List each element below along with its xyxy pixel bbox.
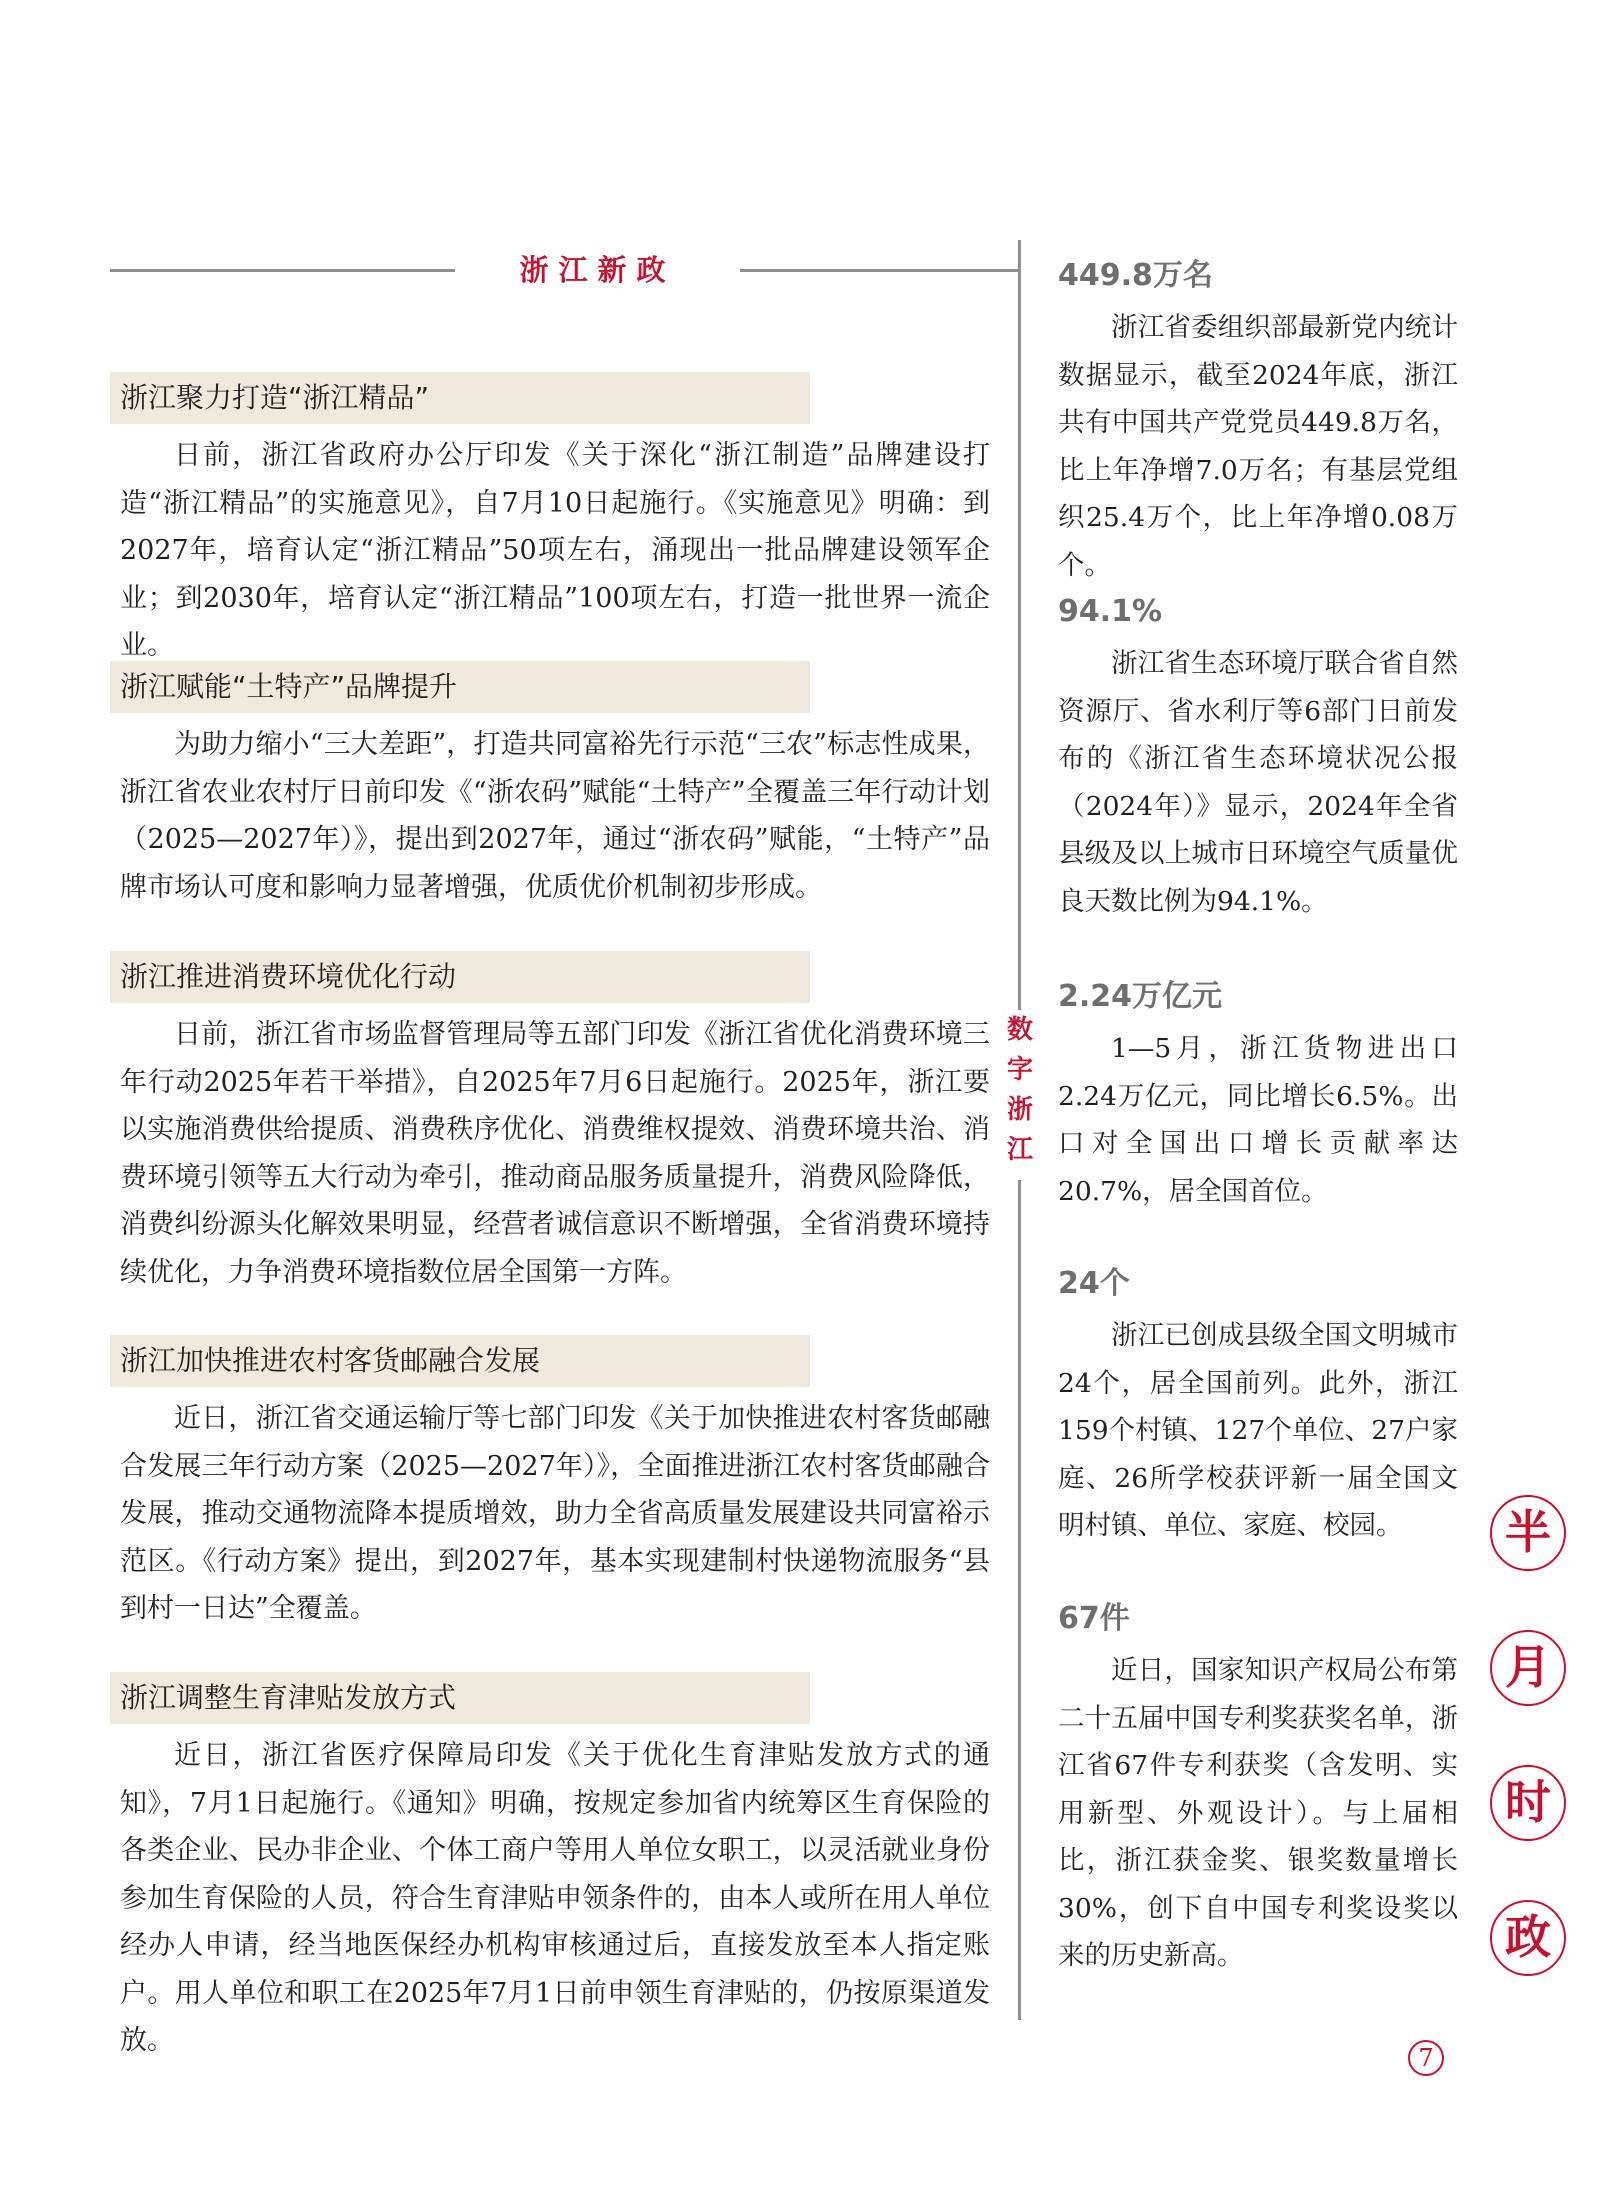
article-body: 日前，浙江省政府办公厅印发《关于深化“浙江制造”品牌建设打造“浙江精品”的实施意见》，自7月10日起施行。《实施意见》明确：到2027年，培育认定“浙江精品”50项左右，涌现出一批品牌建设领军企业；到2030年，培育认定“浙江精品”100项左右，打造一批世界一流企业。: [120, 440, 990, 661]
article-body: 为助力缩小“三大差距”，打造共同富裕先行示范“三农”标志性成果，浙江省农业农村厅日前印发《“浙农码”赋能“土特产”全覆盖三年行动计划（2025—2027年）》，提出到2027年，通过“浙农码”赋能，“土特产”品牌市场认可度和影响力显著增强，优质优价机制初步形成。: [120, 729, 990, 903]
article-local-specialties: [110, 661, 990, 911]
section-header: [110, 250, 1020, 290]
page-number: 7: [1408, 2040, 1444, 2076]
stat-body: 浙江省委组织部最新党内统计数据显示，截至2024年底，浙江共有中国共产党党员449.8万名，比上年净增7.0万名；有基层党组织25.4万个，比上年净增0.08万个。: [1058, 312, 1458, 581]
article-body: 近日，浙江省医疗保障局印发《关于优化生育津贴发放方式的通知》，7月1日起施行。《通知》明确，按规定参加省内统筹区生育保险的各类企业、民办非企业、个体工商户等用人单位女职工，以灵活就业身份参加生育保险的人员，符合生育津贴申领条件的，由本人或所在用人单位经办人申请，经当地医保经办机构审核通过后，直接发放至本人指定账户。用人单位和职工在2025年7月1日前申领生育津贴的，仍按原渠道发放。: [120, 1740, 990, 2056]
section-title: 浙江新政: [519, 253, 676, 287]
stat-body: 1—5月，浙江货物进出口2.24万亿元，同比增长6.5%。出口对全国出口增长贡献率达20.7%，居全国首位。: [1058, 1033, 1458, 1207]
stat-civilized-cities: [1058, 1262, 1458, 1550]
article-maternity-allowance: [110, 1672, 990, 2065]
stat-body: 近日，国家知识产权局公布第二十五届中国专利奖获奖名单，浙江省67件专利获奖（含发明、实用新型、外观设计）。与上届相比，浙江获金奖、银奖数量增长30%，创下自中国专利奖设奖以来的历史新高。: [1058, 1655, 1458, 1971]
stat-number: 2.24万亿元: [1058, 979, 1223, 1014]
stat-number: 94.1%: [1058, 594, 1163, 629]
article-body: 近日，浙江省交通运输厅等七部门印发《关于加快推进农村客货邮融合发展三年行动方案（2025—2027年）》，全面推进浙江农村客货邮融合发展，推动交通物流降本提质增效，助力全省高质量发展建设共同富裕示范区。《行动方案》提出，到2027年，基本实现建制村快递物流服务“县到村一日达”全覆盖。: [120, 1403, 990, 1624]
article-rural-logistics: [110, 1335, 990, 1633]
stamp-ban: 半: [1490, 1495, 1566, 1571]
article-heading: 浙江推进消费环境优化行动: [110, 951, 810, 1003]
article-brand-quality: [110, 372, 990, 670]
side-label-char: 浙: [1006, 1095, 1033, 1125]
stamp-shi: 时: [1490, 1765, 1566, 1841]
stamp-yue: 月: [1490, 1630, 1566, 1706]
article-heading: 浙江聚力打造“浙江精品”: [110, 372, 810, 424]
article-heading: 浙江赋能“土特产”品牌提升: [110, 661, 810, 713]
stat-number: 24个: [1058, 1266, 1130, 1301]
side-label-char: 江: [1006, 1135, 1033, 1165]
article-consumer-environment: [110, 951, 990, 1296]
side-label-char: 数: [1006, 1015, 1033, 1045]
stat-body: 浙江省生态环境厅联合省自然资源厅、省水利厅等6部门日前发布的《浙江省生态环境状况公报（2024年）》显示，2024年全省县级及以上城市日环境空气质量优良天数比例为94.1%。: [1058, 648, 1458, 917]
stat-trade-volume: [1058, 975, 1458, 1215]
header-rule-right: [740, 269, 1020, 272]
stat-number: 67件: [1058, 1601, 1130, 1636]
stat-patent-awards: [1058, 1597, 1458, 1980]
side-label-digital-zhejiang: [1000, 1010, 1040, 1180]
stamp-zheng: 政: [1490, 1900, 1566, 1976]
stat-party-members: [1058, 254, 1458, 589]
stat-number: 449.8万名: [1058, 258, 1213, 293]
side-label-char: 字: [1006, 1055, 1033, 1085]
article-heading: 浙江调整生育津贴发放方式: [110, 1672, 810, 1724]
article-heading: 浙江加快推进农村客货邮融合发展: [110, 1335, 810, 1387]
header-rule-left: [110, 269, 455, 272]
article-body: 日前，浙江省市场监督管理局等五部门印发《浙江省优化消费环境三年行动2025年若干举措》，自2025年7月6日起施行。2025年，浙江要以实施消费供给提质、消费秩序优化、消费维权提效、消费环境共治、消费环境引领等五大行动为牵引，推动商品服务质量提升，消费风险降低，消费纠纷源头化解效果明显，经营者诚信意识不断增强，全省消费环境持续优化，力争消费环境指数位居全国第一方阵。: [120, 1019, 990, 1288]
stat-air-quality: [1058, 590, 1458, 925]
stat-body: 浙江已创成县级全国文明城市24个，居全国前列。此外，浙江159个村镇、127个单位、27户家庭、26所学校获评新一届全国文明村镇、单位、家庭、校园。: [1058, 1320, 1458, 1541]
